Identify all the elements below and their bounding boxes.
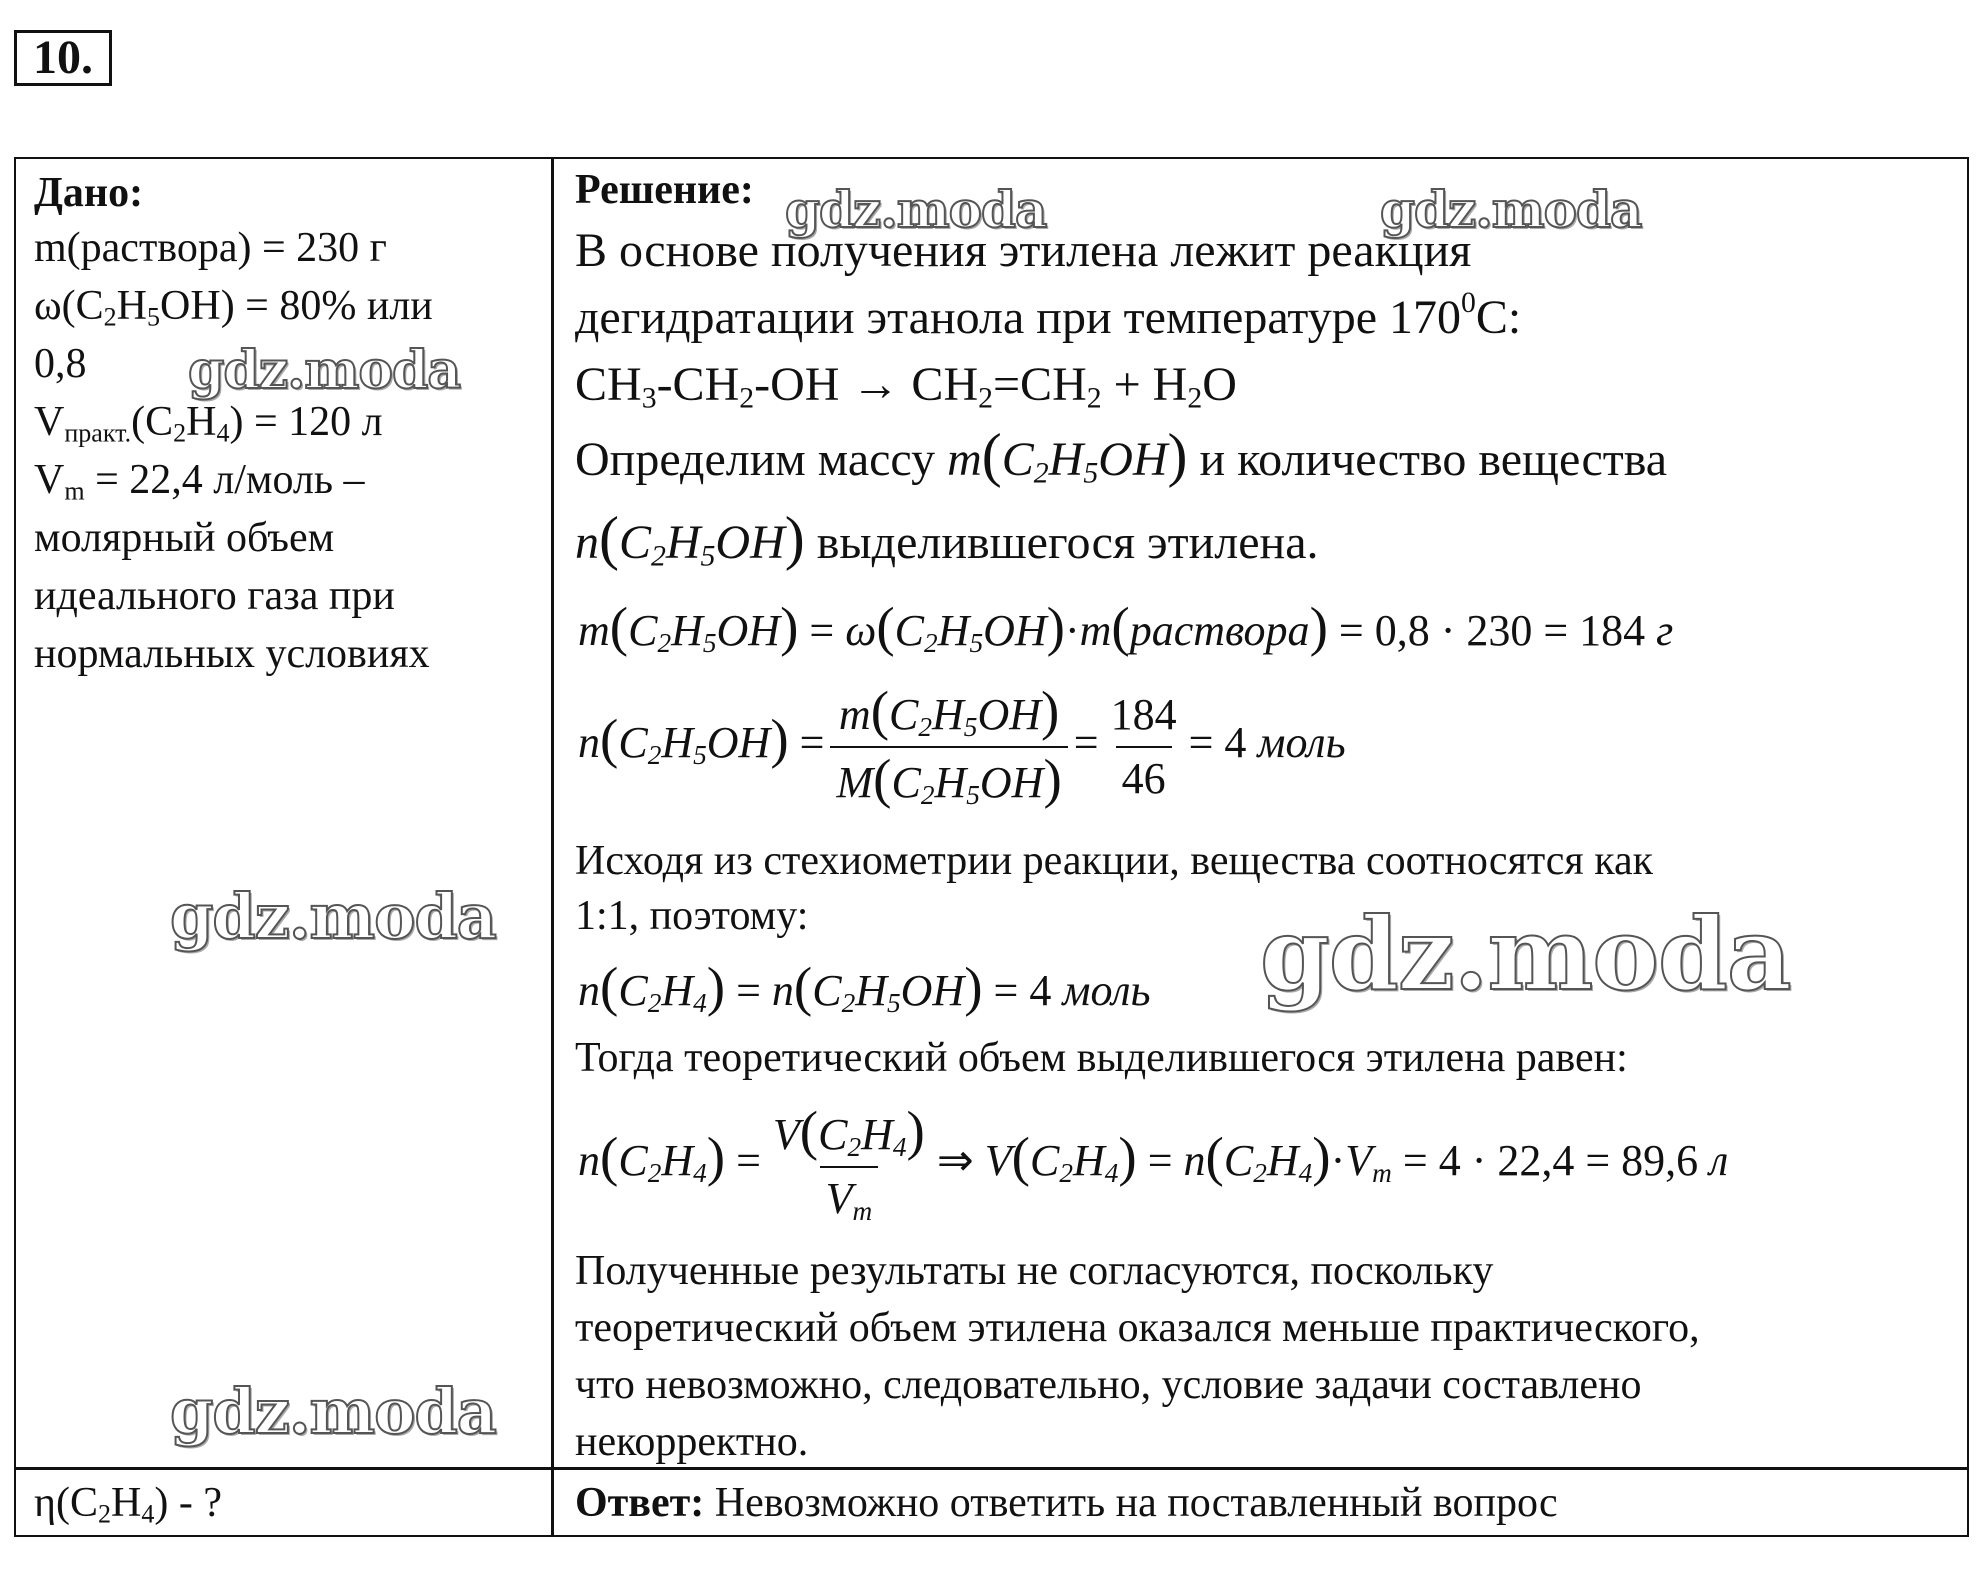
given-omega: $\omega(C_2H_5OH) = 80\%$ или: [34, 283, 433, 332]
given-desc-3: нормальных условиях: [34, 631, 430, 677]
equation-volume: $n(C_2H_4)$ = $\frac{V(C_2H_4)}{V_m}$ ⇒ $V(C_2H_4) = n(C_2H_4)\cdot V_m = 4 \cdot 22,4 = 89,6$ л: [578, 1100, 1728, 1230]
watermark: gdz.moda: [170, 880, 496, 953]
watermark: gdz.moda: [1260, 895, 1791, 1013]
fraction-volume-over-vm: $\frac{V(C_2H_4)}{V_m}$: [767, 1100, 931, 1230]
answer: Ответ: Невозможно ответить на поставленный вопрос: [575, 1480, 1558, 1526]
watermark: gdz.moda: [170, 1375, 496, 1448]
given-molar-volume: $V_m = 22,4$ л/моль –: [34, 457, 365, 506]
solution-p6-line1: Полученные результаты не согласуются, поскольку: [575, 1248, 1494, 1294]
equation-amount: $n(C_2H_5OH)$ = $\frac{m(C_2H_5OH)}{M(C_2H_5OH)}$ = $\frac{184}{46}$ = 4 моль: [578, 680, 1346, 814]
solution-p1-line1: В основе получения этилена лежит реакция: [575, 224, 1472, 277]
watermark: gdz.moda: [1380, 180, 1642, 239]
row-divider: [14, 1467, 1969, 1470]
solution-p6-line4: некорректно.: [575, 1419, 809, 1465]
mass-ethanol-expr: $m(C_2H_5OH)$: [947, 422, 1188, 490]
given-volume: $V_{практ.}(C_2H_4) = 120$ л: [34, 399, 383, 448]
fraction-numbers: $\frac{184}{46}$: [1105, 684, 1183, 810]
solution-p6-line3: что невозможно, следовательно, условие задачи составлено: [575, 1362, 1642, 1408]
solution-header: Решение:: [575, 167, 754, 213]
column-divider: [551, 157, 554, 1537]
problem-number: 10.: [14, 30, 112, 86]
solution-p4-line2: 1:1, поэтому:: [575, 893, 809, 939]
solution-p6-line2: теоретический объем этилена оказался меньше практического,: [575, 1305, 1700, 1351]
solution-p4-line1: Исходя из стехиометрии реакции, вещества соотносятся как: [575, 838, 1654, 884]
equation-ethylene-amount: $n(C_2H_4) = n(C_2H_5OH) = 4$ моль: [578, 956, 1151, 1018]
given-header: Дано:: [34, 170, 144, 216]
solution-p5: Тогда теоретический объем выделившегося этилена равен:: [575, 1035, 1628, 1081]
watermark: gdz.moda: [188, 340, 461, 401]
solution-p1-line2: дегидратации этанола при температуре $170^0С$:: [575, 286, 1522, 344]
watermark: gdz.moda: [785, 180, 1047, 239]
given-mass: m(раствора) = 230 г: [34, 225, 387, 271]
amount-ethanol-expr: $n(C_2H_5OH)$: [575, 505, 805, 573]
equation-mass: $m(C_2H_5OH)$ = $\omega(C_2H_5OH)\cdot m(раствора) = 0,8 \cdot 230 = 184$ г: [578, 596, 1674, 658]
find-question: $\eta(C_2H_4)$ - ?: [34, 1480, 222, 1529]
given-desc-2: идеального газа при: [34, 573, 395, 619]
reaction-equation: $CH_3-CH_2-OH \to CH_2=CH_2 + H_2O$: [575, 358, 1237, 415]
solution-p2: Определим массу $m(C_2H_5OH)$ и количество вещества: [575, 422, 1668, 490]
solution-p3: $n(C_2H_5OH)$ выделившегося этилена.: [575, 505, 1319, 573]
given-omega-value: 0,8: [34, 341, 87, 387]
fraction-mass-over-molar: $\frac{m(C_2H_5OH)}{M(C_2H_5OH)}$: [830, 680, 1067, 814]
given-desc-1: молярный объем: [34, 515, 335, 561]
